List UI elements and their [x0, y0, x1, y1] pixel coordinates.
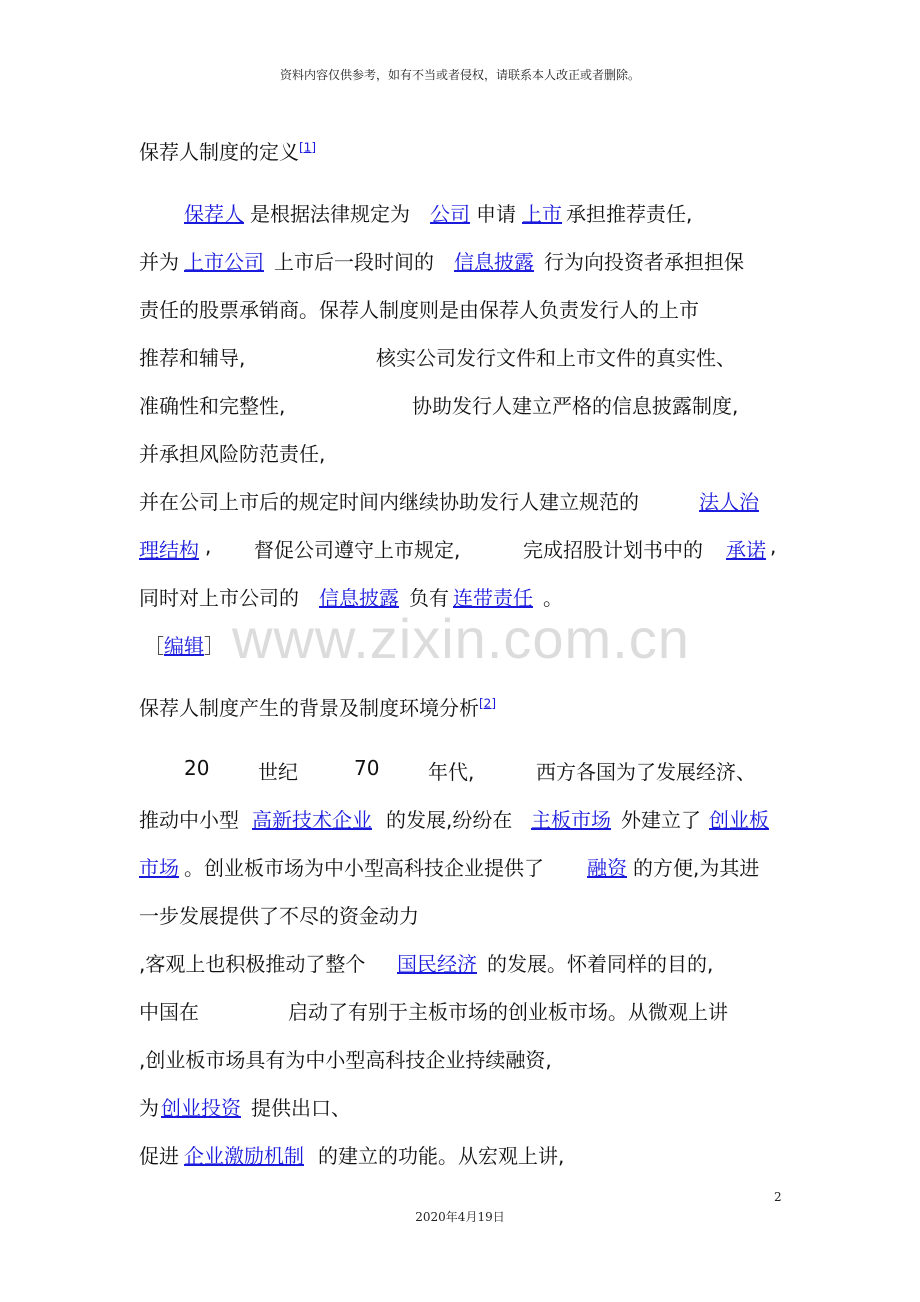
text-segment: 促进 — [139, 1144, 179, 1168]
text-segment: 。创业板市场为中小型高科技企业提供了 — [184, 856, 544, 880]
section2-title-text: 保荐人制度产生的背景及制度环境分析 — [139, 696, 479, 720]
text-segment: 的建立的功能。从宏观上讲, — [318, 1144, 565, 1168]
text-segment: 一步发展提供了不尽的资金动力 — [139, 904, 419, 928]
term-link[interactable]: 上市公司 — [184, 250, 264, 274]
text-segment: 并为 — [139, 250, 179, 274]
text-segment: , — [205, 534, 212, 558]
text-segment: 的方便,为其进 — [633, 856, 760, 880]
page-number: 2 — [774, 1190, 782, 1204]
edit-link[interactable]: 编辑 — [164, 634, 204, 658]
text-segment: 中国在 — [139, 1000, 199, 1024]
term-link[interactable]: 市场 — [139, 856, 179, 880]
term-link[interactable]: 保荐人 — [184, 202, 244, 226]
text-segment: 是根据法律规定为 — [250, 202, 410, 226]
text-segment: 西方各国为了发展经济、 — [536, 760, 756, 784]
text-segment: 行为向投资者承担担保 — [544, 250, 744, 274]
text-segment: 负有 — [409, 586, 449, 610]
text-segment: 为 — [139, 1096, 159, 1120]
text-segment: 世纪 — [258, 760, 298, 784]
text-segment: 推动中小型 — [139, 808, 239, 832]
text-segment: 的发展,纷纷在 — [386, 808, 513, 832]
term-link[interactable]: 承诺 — [726, 538, 766, 562]
term-link[interactable]: 融资 — [587, 856, 627, 880]
text-segment: 外建立了 — [621, 808, 701, 832]
term-link[interactable]: 法人治 — [699, 490, 759, 514]
term-link[interactable]: 信息披露 — [319, 586, 399, 610]
text-segment: 20 — [184, 756, 210, 780]
text-segment: 督促公司遵守上市规定, — [254, 538, 461, 562]
section2-ref-link[interactable]: [2] — [479, 696, 496, 711]
text-segment: 核实公司发行文件和上市文件的真实性、 — [376, 346, 736, 370]
text-segment: 的发展。怀着同样的目的, — [487, 952, 714, 976]
term-link[interactable]: 连带责任 — [453, 586, 533, 610]
footer-date: 2020年4月19日 — [415, 1210, 505, 1224]
text-segment: 申请 — [476, 202, 516, 226]
text-segment: 70 — [354, 756, 380, 780]
term-link[interactable]: 高新技术企业 — [252, 808, 372, 832]
term-link[interactable]: 主板市场 — [531, 808, 611, 832]
section1-ref-link[interactable]: [1] — [299, 140, 316, 155]
text-segment: ,创业板市场具有为中小型高科技企业持续融资, — [139, 1048, 552, 1072]
text-segment: 并承担风险防范责任, — [139, 442, 326, 466]
text-segment: 完成招股计划书中的 — [523, 538, 703, 562]
text-segment: , — [770, 534, 777, 558]
term-link[interactable]: 国民经济 — [397, 952, 477, 976]
text-segment: 协助发行人建立严格的信息披露制度, — [412, 394, 739, 418]
text-segment: 启动了有别于主板市场的创业板市场。从微观上讲 — [288, 1000, 728, 1024]
watermark: www.zixin.com.cn — [232, 607, 690, 670]
text-segment: 。 — [543, 586, 563, 610]
text-segment: 提供出口、 — [251, 1096, 351, 1120]
term-link[interactable]: 企业激励机制 — [184, 1144, 304, 1168]
term-link[interactable]: 信息披露 — [454, 250, 534, 274]
edit-section — [144, 630, 224, 659]
text-segment: ,客观上也积极推动了整个 — [139, 952, 366, 976]
text-segment: 同时对上市公司的 — [139, 586, 299, 610]
text-segment: 推荐和辅导, — [139, 346, 246, 370]
section1-title-text: 保荐人制度的定义 — [139, 140, 299, 164]
term-link[interactable]: 上市 — [522, 202, 562, 226]
text-segment: 承担推荐责任, — [566, 202, 693, 226]
text-segment: 上市后一段时间的 — [274, 250, 434, 274]
text-segment: 并在公司上市后的规定时间内继续协助发行人建立规范的 — [139, 490, 639, 514]
section2-title — [139, 692, 496, 721]
edit-bracket-open: ［ — [144, 634, 164, 658]
term-link[interactable]: 理结构 — [139, 538, 199, 562]
section1-title — [139, 136, 316, 165]
text-segment: 责任的股票承销商。保荐人制度则是由保荐人负责发行人的上市 — [139, 298, 699, 322]
text-segment: 年代, — [428, 760, 475, 784]
edit-bracket-close: ］ — [204, 634, 224, 658]
header-notice: 资料内容仅供参考，如有不当或者侵权，请联系本人改正或者删除。 — [279, 68, 640, 82]
term-link[interactable]: 公司 — [430, 202, 470, 226]
term-link[interactable]: 创业板 — [709, 808, 769, 832]
term-link[interactable]: 创业投资 — [161, 1096, 241, 1120]
text-segment: 准确性和完整性, — [139, 394, 286, 418]
